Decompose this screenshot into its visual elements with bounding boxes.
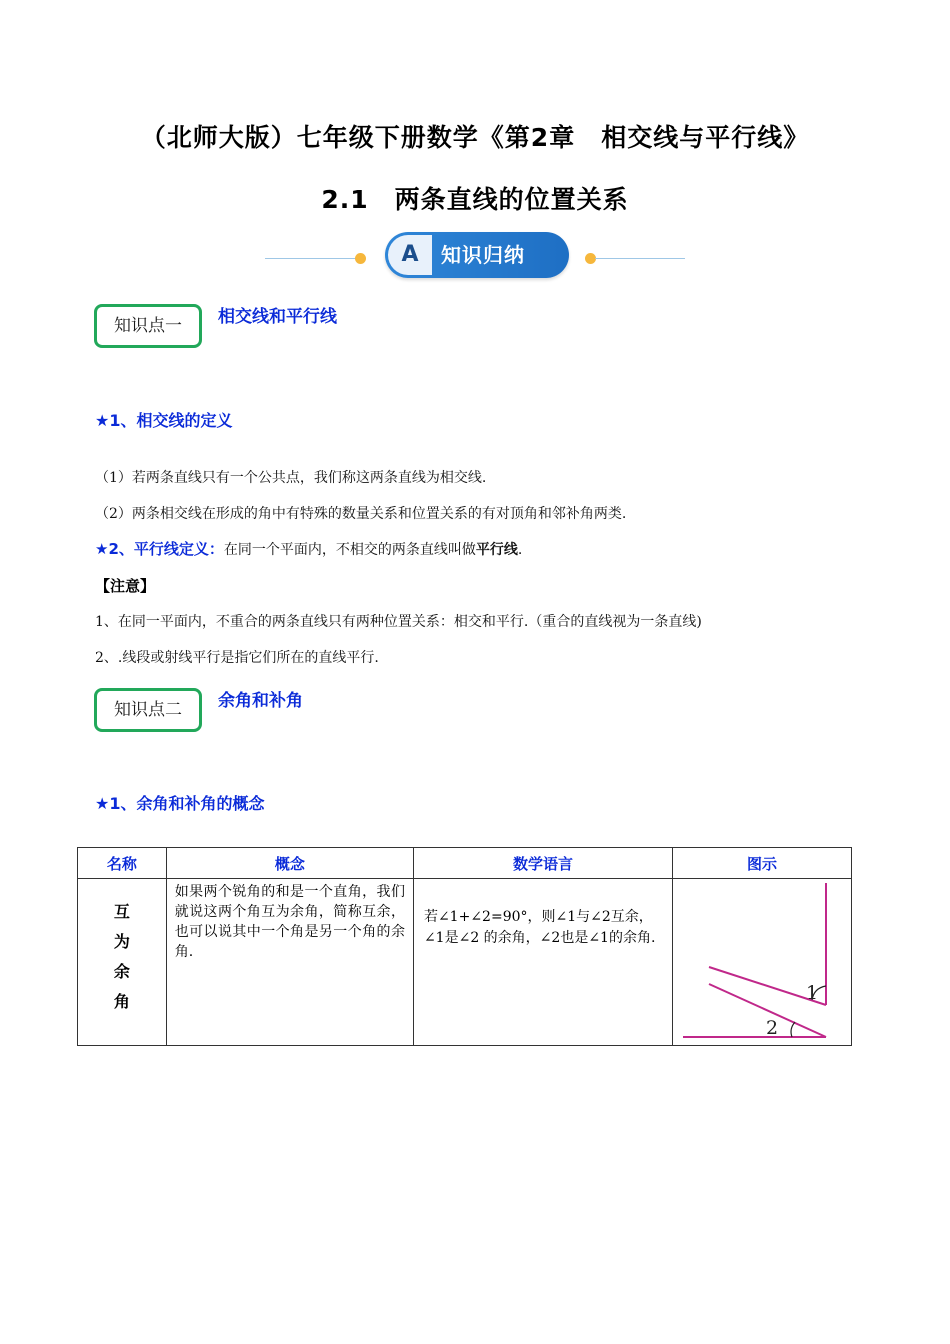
knowledge-badge-2: 知识点二 — [94, 688, 202, 732]
row-name-char: 余 — [113, 962, 130, 981]
section-banner — [265, 232, 685, 280]
lesson-title: 2.1 两条直线的位置关系 — [321, 185, 629, 214]
banner-label: 知识归纳 — [441, 243, 525, 267]
row-name-char: 为 — [113, 932, 130, 951]
banner-right-line — [595, 258, 685, 259]
banner-left-dot — [355, 253, 366, 264]
angle-1-label: 1 — [805, 982, 819, 1004]
header-name: 名称 — [78, 848, 167, 879]
section1-title: 相交线和平行线 — [218, 307, 337, 327]
row-name-char: 角 — [113, 992, 130, 1011]
definition-paragraph-1: （1）若两条直线只有一个公共点，我们称这两条直线为相交线. — [95, 470, 487, 486]
note-heading: 【注意】 — [95, 577, 156, 595]
header-math-language: 数学语言 — [413, 848, 672, 879]
banner-letter: A — [388, 235, 432, 275]
table-header-row — [78, 848, 852, 879]
banner-left-line — [265, 258, 357, 259]
angle-2-arc — [791, 1022, 795, 1037]
complementary-angle-figure — [673, 879, 851, 1041]
angle-2-label: 2 — [765, 1017, 779, 1039]
header-figure: 图示 — [672, 848, 851, 879]
row-figure-cell — [672, 879, 851, 1046]
table-row — [78, 879, 852, 1046]
row-math-cell: 若∠1+∠2=90°，则∠1与∠2互余，∠1是∠2 的余角，∠2也是∠1的余角. — [413, 879, 672, 1046]
banner-pill — [385, 232, 569, 278]
parallel-definition-text: 在同一个平面内，不相交的两条直线叫做 — [223, 542, 476, 558]
intersecting-lines-heading: ★1、相交线的定义 — [95, 411, 233, 430]
parallel-definition — [95, 538, 522, 559]
parallel-definition-end: . — [517, 542, 523, 558]
definition-paragraph-2: （2）两条相交线在形成的角中有特殊的数量关系和位置关系的有对顶角和邻补角两类. — [95, 506, 627, 522]
document-title: （北师大版）七年级下册数学《第2章 相交线与平行线》 — [140, 123, 810, 152]
knowledge-badge-1: 知识点一 — [94, 304, 202, 348]
concept-table — [77, 847, 852, 1046]
parallel-term: 平行线 — [475, 542, 518, 558]
header-concept: 概念 — [166, 848, 413, 879]
complementary-heading: ★1、余角和补角的概念 — [95, 794, 265, 813]
row-concept-cell: 如果两个锐角的和是一个直角，我们就说这两个角互为余角，简称互余，也可以说其中一个角是另一个角的余角. — [166, 879, 413, 1046]
note-item-2: 2、.线段或射线平行是指它们所在的直线平行. — [95, 650, 379, 666]
parallel-definition-label: ★2、平行线定义： — [95, 540, 224, 558]
note-item-1: 1、在同一平面内，不重合的两条直线只有两种位置关系：相交和平行.（重合的直线视为一条直线) — [95, 614, 702, 630]
section2-title: 余角和补角 — [218, 691, 303, 711]
row-name-cell — [78, 879, 167, 1046]
row-name-char: 互 — [113, 902, 130, 921]
